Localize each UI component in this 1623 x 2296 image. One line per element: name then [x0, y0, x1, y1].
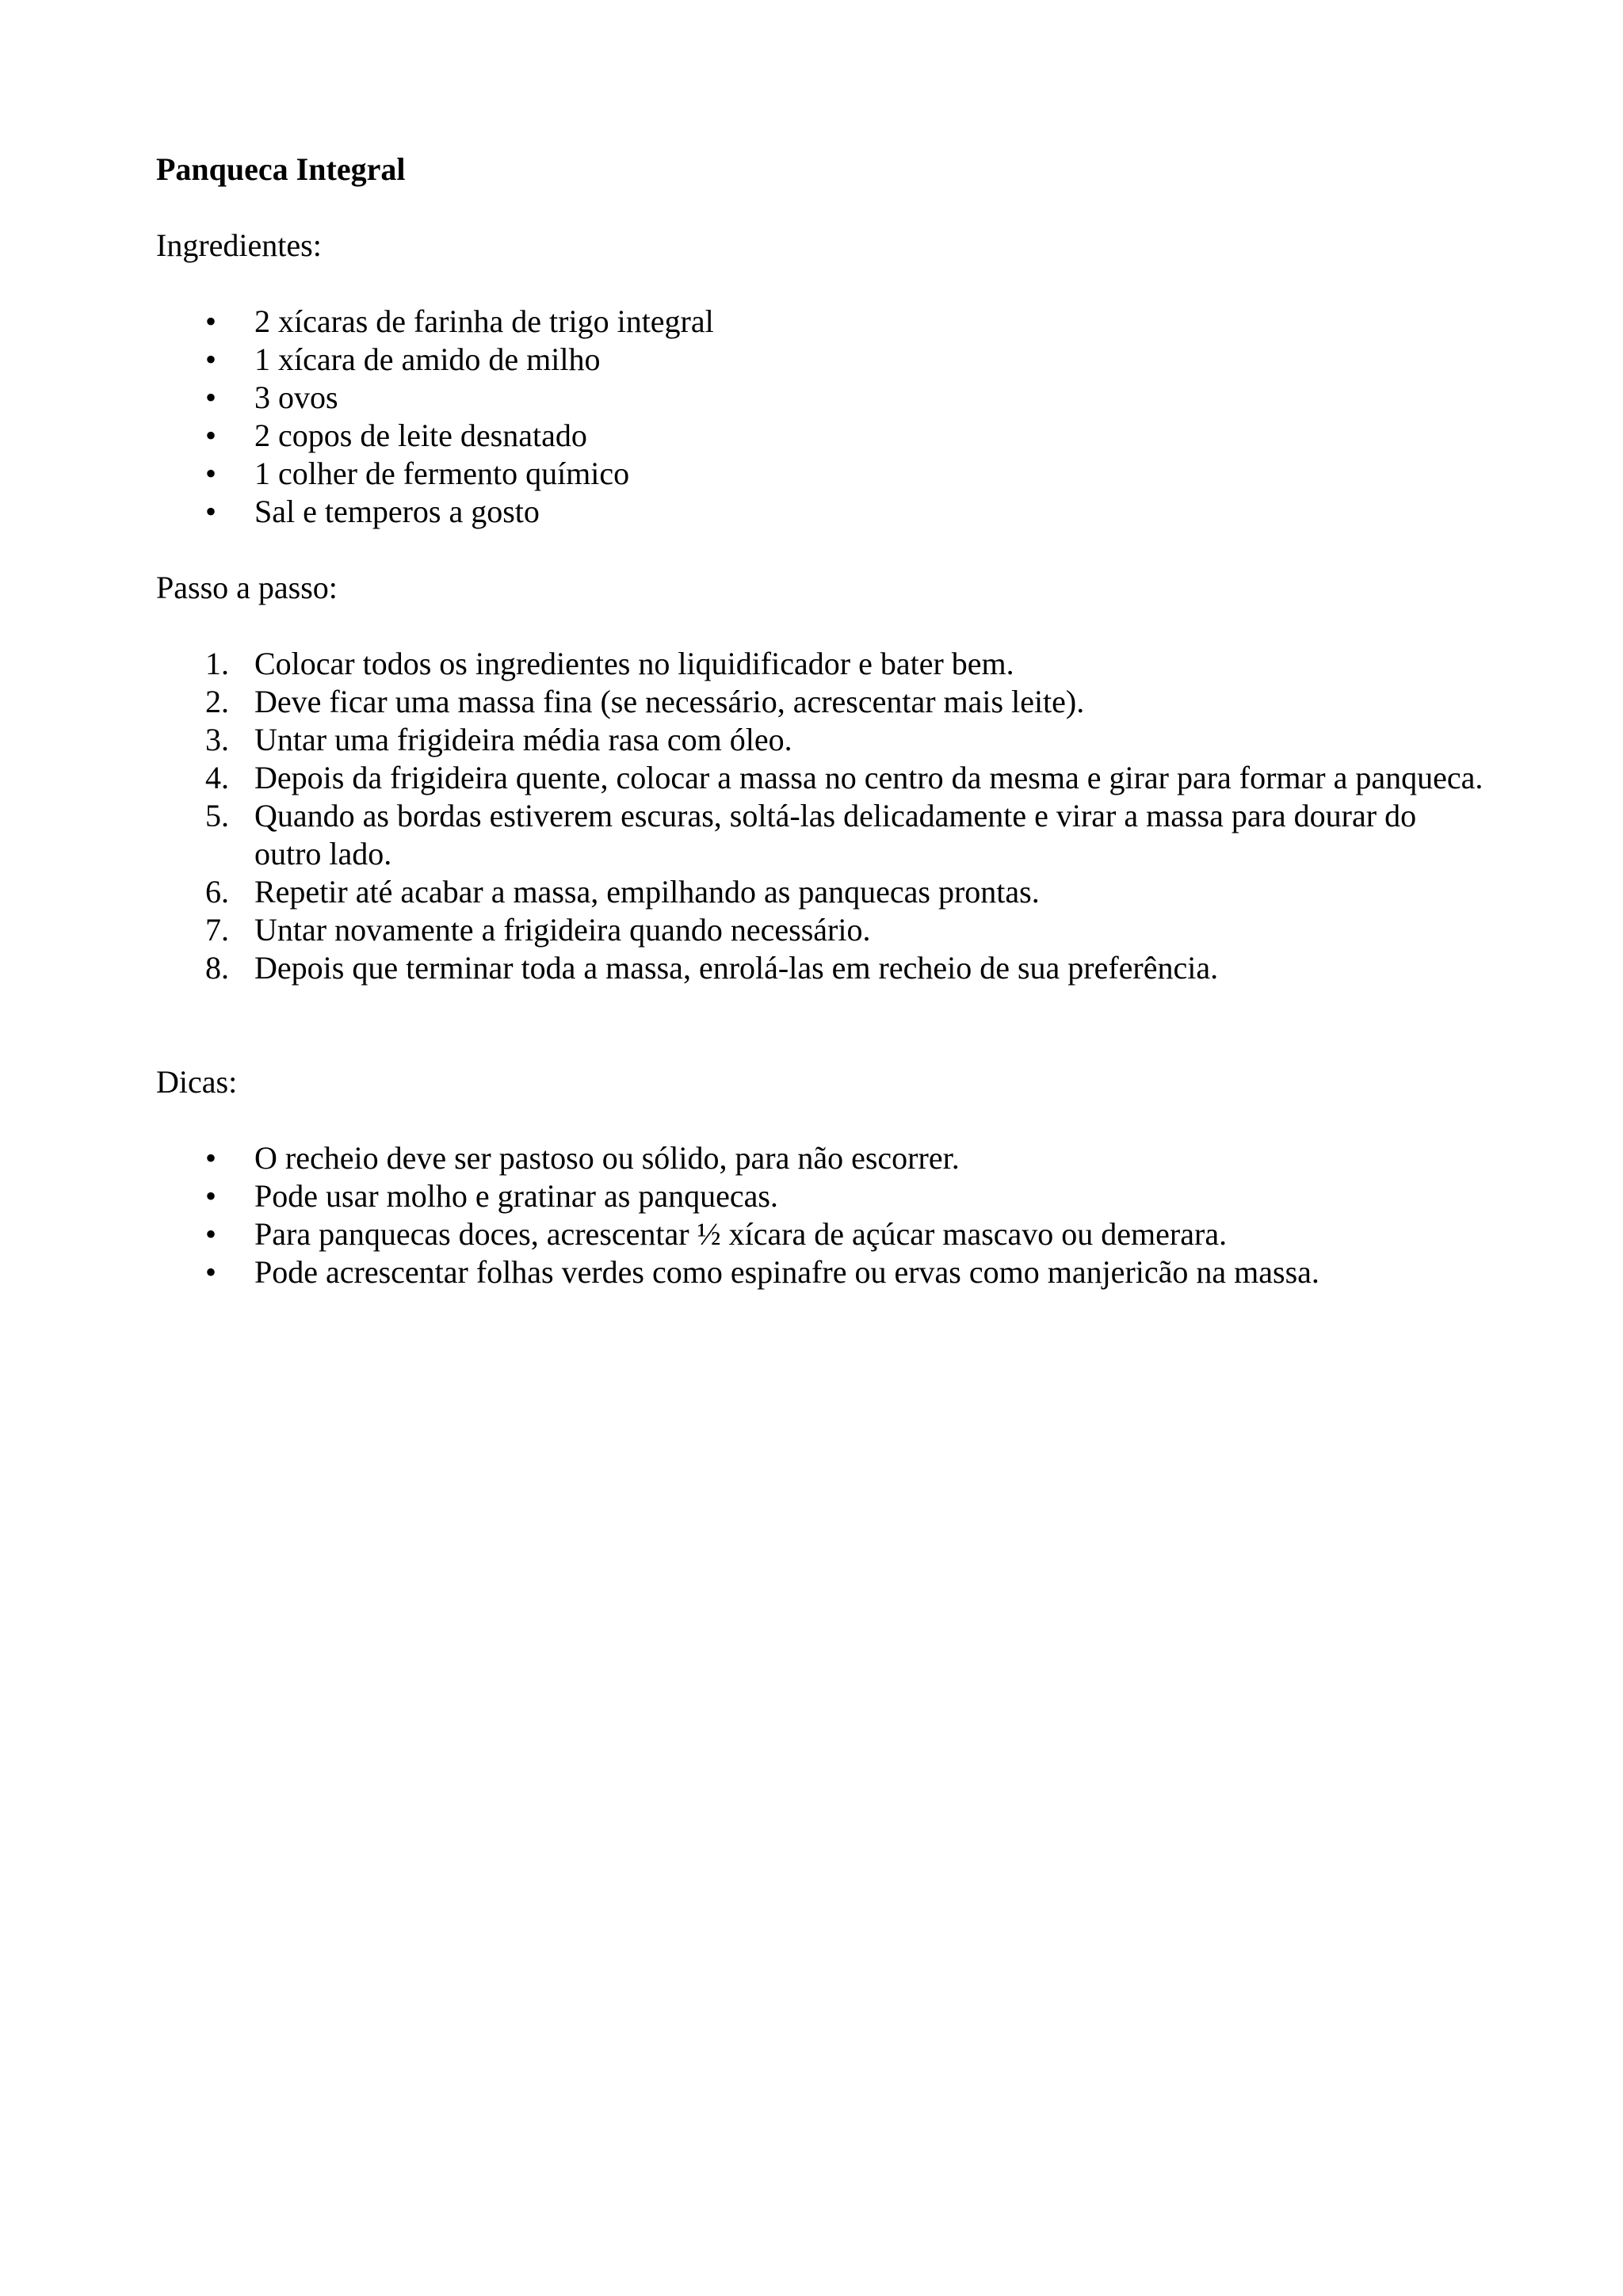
tips-heading: Dicas: [156, 1064, 238, 1100]
list-item [156, 417, 1487, 455]
list-item [156, 797, 1487, 873]
ingredient-text: Sal e temperos a gosto [254, 494, 540, 529]
list-item [156, 303, 1487, 341]
document-page [156, 151, 1487, 1291]
step-number: 1. [205, 646, 229, 681]
list-item [156, 379, 1487, 417]
bullet-icon: • [205, 456, 217, 491]
bullet-icon: • [205, 1140, 217, 1176]
step-number: 3. [205, 722, 229, 757]
bullet-icon: • [205, 418, 217, 453]
step-number: 5. [205, 798, 229, 833]
list-item [156, 949, 1487, 987]
tip-text: Pode acrescentar folhas verdes como espinafre ou ervas como manjericão na massa. [254, 1254, 1319, 1290]
ingredient-text: 2 copos de leite desnatado [254, 418, 587, 453]
bullet-icon: • [205, 303, 217, 339]
step-number: 7. [205, 912, 229, 948]
step-text: Quando as bordas estiverem escuras, soltá-las delicadamente e virar a massa para dourar do outro lado. [254, 798, 1417, 871]
tip-text: O recheio deve ser pastoso ou sólido, para não escorrer. [254, 1140, 960, 1176]
list-item [156, 759, 1487, 797]
step-text: Deve ficar uma massa fina (se necessário, acrescentar mais leite). [254, 684, 1085, 719]
list-item [156, 1215, 1487, 1253]
bullet-icon: • [205, 1216, 217, 1252]
list-item [156, 873, 1487, 911]
step-number: 8. [205, 950, 229, 986]
tip-text: Para panquecas doces, acrescentar ½ xícara de açúcar mascavo ou demerara. [254, 1216, 1228, 1252]
list-item [156, 493, 1487, 531]
tips-list [156, 1139, 1487, 1291]
ingredient-text: 1 colher de fermento químico [254, 456, 630, 491]
ingredients-heading: Ingredientes: [156, 227, 322, 263]
bullet-icon: • [205, 379, 217, 415]
step-text: Depois da frigideira quente, colocar a massa no centro da mesma e girar para formar a panqueca. [254, 760, 1484, 795]
list-item [156, 683, 1487, 721]
steps-list [156, 645, 1487, 987]
list-item [156, 1253, 1487, 1291]
bullet-icon: • [205, 1254, 217, 1290]
step-text: Depois que terminar toda a massa, enrolá-las em recheio de sua preferência. [254, 950, 1219, 986]
step-text: Repetir até acabar a massa, empilhando as panquecas prontas. [254, 874, 1040, 910]
list-item [156, 911, 1487, 949]
step-text: Untar uma frigideira média rasa com óleo. [254, 722, 792, 757]
tip-text: Pode usar molho e gratinar as panquecas. [254, 1178, 778, 1214]
list-item [156, 645, 1487, 683]
ingredient-text: 1 xícara de amido de milho [254, 341, 601, 377]
step-number: 2. [205, 684, 229, 719]
bullet-icon: • [205, 494, 217, 529]
steps-heading: Passo a passo: [156, 570, 338, 605]
step-text: Untar novamente a frigideira quando necessário. [254, 912, 871, 948]
ingredient-text: 3 ovos [254, 379, 338, 415]
recipe-title: Panqueca Integral [156, 151, 406, 187]
list-item [156, 721, 1487, 759]
list-item [156, 1139, 1487, 1177]
ingredients-list [156, 303, 1487, 531]
step-text: Colocar todos os ingredientes no liquidificador e bater bem. [254, 646, 1014, 681]
list-item [156, 455, 1487, 493]
step-number: 6. [205, 874, 229, 910]
bullet-icon: • [205, 341, 217, 377]
step-number: 4. [205, 760, 229, 795]
bullet-icon: • [205, 1178, 217, 1214]
ingredient-text: 2 xícaras de farinha de trigo integral [254, 303, 714, 339]
list-item [156, 341, 1487, 379]
list-item [156, 1177, 1487, 1215]
